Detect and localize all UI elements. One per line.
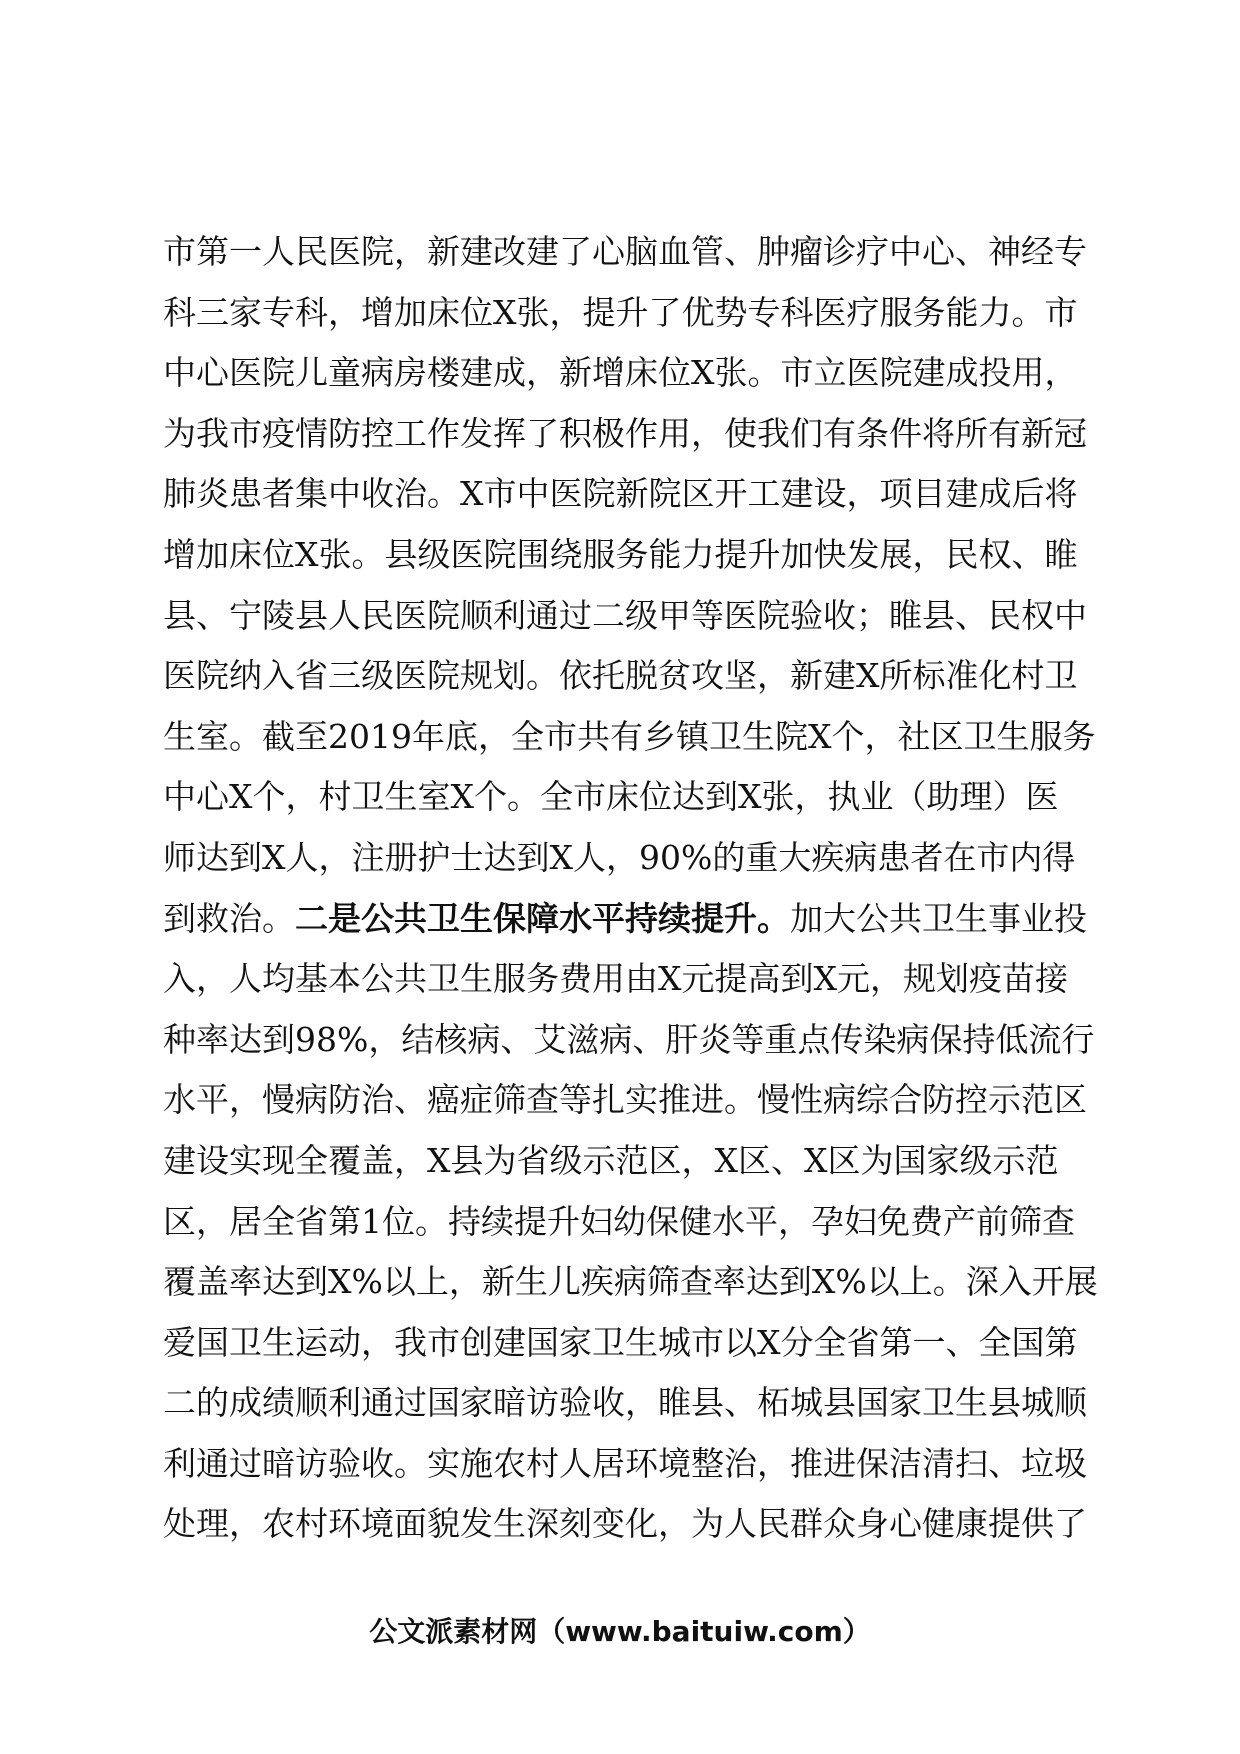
- text-line: 中心医院儿童病房楼建成，新增床位X张。市立医院建成投用，: [163, 353, 1078, 393]
- text-line: 师达到X人，注册护士达到X人，90%的重大疾病患者在市内得: [163, 837, 1076, 877]
- text-line: 科三家专科，增加床位X张，提升了优势专科医疗服务能力。市: [163, 292, 1078, 332]
- text-line: 爱国卫生运动，我市创建国家卫生城市以X分全省第一、全国第: [163, 1322, 1078, 1362]
- text-segment: 加大公共卫生事业投: [790, 898, 1087, 938]
- text-line: 水平，慢病防治、癌症筛查等扎实推进。慢性病综合防控示范区: [163, 1080, 1087, 1120]
- text-line: 种率达到98%，结核病、艾滋病、肝炎等重点传染病保持低流行: [163, 1019, 1095, 1059]
- text-line: 处理，农村环境面貌发生深刻变化，为人民群众身心健康提供了: [163, 1504, 1087, 1544]
- text-line: 为我市疫情防控工作发挥了积极作用，使我们有条件将所有新冠: [163, 413, 1087, 453]
- text-line: 利通过暗访验收。实施农村人居环境整治，推进保洁清扫、垃圾: [163, 1443, 1087, 1483]
- text-line-with-heading: [163, 889, 1123, 950]
- text-line: 区，居全省第1位。持续提升妇幼保健水平，孕妇免费产前筛查: [163, 1201, 1075, 1241]
- text-line: 入，人均基本公共卫生服务费用由X元提高到X元，规划疫苗接: [163, 959, 1068, 999]
- text-line: 县、宁陵县人民医院顺利通过二级甲等医院验收；睢县、民权中: [163, 595, 1087, 635]
- text-line: 中心X个，村卫生室X个。全市床位达到X张，执业（助理）医: [163, 777, 1059, 817]
- text-line: 市第一人民医院，新建改建了心脑血管、肿瘤诊疗中心、神经专: [163, 232, 1087, 271]
- text-line: 建设实现全覆盖，X县为省级示范区，X区、X区为国家级示范: [163, 1140, 1059, 1180]
- text-line: 肺炎患者集中收治。X市中医院新院区开工建设，项目建成后将: [163, 474, 1078, 514]
- footer-watermark: 公文派素材网（www.baituiw.com）: [369, 1615, 871, 1648]
- text-line: 二的成绩顺利通过国家暗访验收，睢县、柘城县国家卫生县城顺: [163, 1383, 1087, 1423]
- body-paragraph: [163, 222, 1123, 1555]
- text-line: 医院纳入省三级医院规划。依托脱贫攻坚，新建X所标准化村卫: [163, 656, 1078, 696]
- text-line: 覆盖率达到X%以上，新生儿疾病筛查率达到X%以上。深入开展: [163, 1262, 1098, 1302]
- text-line: 增加床位X张。县级医院围绕服务能力提升加快发展，民权、睢: [163, 534, 1078, 574]
- text-line: 生室。截至2019年底，全市共有乡镇卫生院X个，社区卫生服务: [163, 716, 1096, 756]
- inline-bold-heading: 二是公共卫生保障水平持续提升。: [295, 898, 790, 938]
- text-segment: 到救治。: [163, 898, 295, 938]
